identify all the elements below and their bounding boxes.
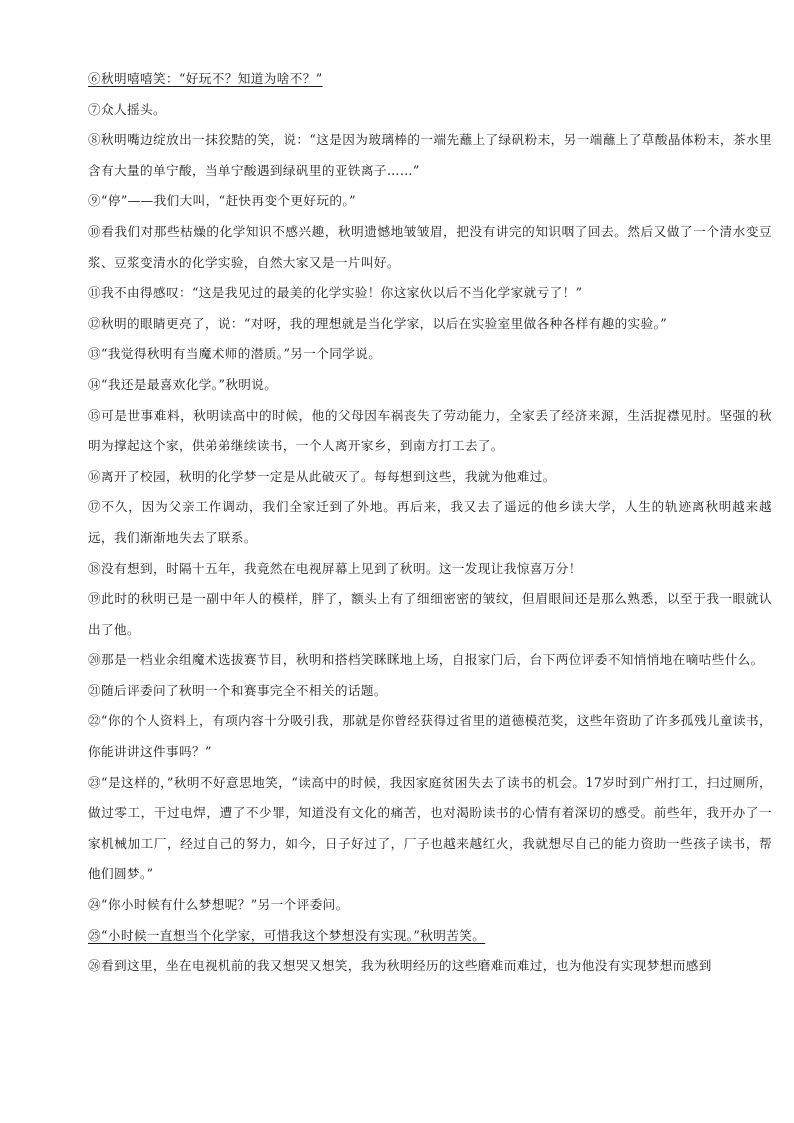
paragraph-13-text: ⑬“我觉得秋明有当魔术师的潜质。”另一个同学说。 [88,346,382,362]
paragraph-10 [88,217,772,278]
paragraph-19 [88,584,772,645]
paragraph-19-text: ⑲此时的秋明已是一副中年人的模样，胖了，额头上有了细细密密的皱纹，但眉眼间还是那么熟悉，以至于我一眼就认出了他。 [88,591,772,637]
paragraph-9 [88,186,772,217]
paragraph-14 [88,370,772,401]
paragraph-22 [88,706,772,767]
paragraph-24 [88,890,772,921]
paragraph-8 [88,125,772,186]
paragraph-23-text: ㉓“是这样的，”秋明不好意思地笑，“读高中的时候，我因家庭贫困失去了读书的机会。17岁时到广州打工，扫过厕所，做过零工，干过电焊，遭了不少罪，知道没有文化的痛苦，也对渴盼读书的心情有着深切的感受。前些年，我开办了一家机械加工厂，经过自己的努力，如今，日子好过了，厂子也越来越红火，我就想尽自己的能力资助一些孩子读书，帮他们圆梦。” [88,774,772,882]
paragraph-7-text: ⑦众人摇头。 [88,101,166,117]
paragraph-11-text: ⑪我不由得感叹：“这是我见过的最美的化学实验！你这家伙以后不当化学家就亏了！” [88,285,583,301]
paragraph-8-text: ⑧秋明嘴边绽放出一抹狡黠的笑，说：“这是因为玻璃棒的一端先蘸上了绿矾粉末，另一端蘸上了草酸晶体粉末，茶水里含有大量的单宁酸，当单宁酸遇到绿矾里的亚铁离子……” [88,132,772,178]
paragraph-15-text: ⑮可是世事难料，秋明读高中的时候，他的父母因车祸丧失了劳动能力，全家丢了经济来源，生活捉襟见肘。坚强的秋明为撑起这个家，供弟弟继续读书，一个人离开家乡，到南方打工去了。 [88,407,772,454]
paragraph-12 [88,309,772,340]
paragraph-7 [88,95,772,126]
paragraph-18 [88,554,772,585]
paragraph-6-text: ⑥秋明嘻嘻笑：“好玩不？知道为啥不？” [88,71,323,86]
paragraph-24-text: ㉔“你小时候有什么梦想呢？”另一个评委问。 [88,897,349,913]
paragraph-14-text: ⑭“我还是最喜欢化学。”秋明说。 [88,376,278,392]
paragraph-11 [88,278,772,309]
paragraph-17 [88,492,772,553]
paragraph-20 [88,645,772,676]
paragraph-25 [88,921,772,952]
paragraph-12-text: ⑫秋明的眼睛更亮了，说：“对呀，我的理想就是当化学家，以后在实验室里做各种各样有趣的实验。” [88,315,668,331]
paragraph-20-text: ⑳那是一档业余组魔术选拔赛节目，秋明和搭档笑眯眯地上场，自报家门后，台下两位评委不知悄悄地在嘀咕些什么。 [88,652,764,668]
paragraph-6 [88,64,772,95]
paragraph-10-text: ⑩看我们对那些枯燥的化学知识不感兴趣，秋明遗憾地皱皱眉，把没有讲完的知识咽了回去。然后又做了一个清水变豆浆、豆浆变清水的化学实验，自然大家又是一片叫好。 [88,223,772,270]
paragraph-16 [88,462,772,493]
paragraph-17-text: ⑰不久，因为父亲工作调动，我们全家迁到了外地。再后来，我又去了遥远的他乡读大学，人生的轨迹离秋明越来越远，我们渐渐地失去了联系。 [88,499,772,545]
paragraph-21-text: ㉑随后评委问了秋明一个和赛事完全不相关的话题。 [88,682,387,698]
paragraph-21 [88,676,772,707]
paragraph-26 [88,951,772,982]
paragraph-15 [88,401,772,462]
paragraph-22-text: ㉒“你的个人资料上，有项内容十分吸引我，那就是你曾经获得过省里的道德模范奖，这些年资助了许多孤残儿童读书，你能讲讲这件事吗？” [88,713,772,760]
paragraph-23 [88,768,772,890]
paragraph-25-text: ㉕“小时候一直想当个化学家，可惜我这个梦想没有实现。”秋明苦笑。 [88,927,486,943]
paragraph-18-text: ⑱没有想到，时隔十五年，我竟然在电视屏幕上见到了秋明。这一发现让我惊喜万分！ [88,560,582,576]
article-body [88,64,772,982]
paragraph-13 [88,339,772,370]
paragraph-26-text: ㉖看到这里，坐在电视机前的我又想哭又想笑，我为秋明经历的这些磨难而难过，也为他没有实现梦想而感到 [88,958,712,974]
paragraph-9-text: ⑨“停”——我们大叫，“赶快再变个更好玩的。” [88,193,356,209]
paragraph-16-text: ⑯离开了校园，秋明的化学梦一定是从此破灭了。每每想到这些，我就为他难过。 [88,468,556,484]
